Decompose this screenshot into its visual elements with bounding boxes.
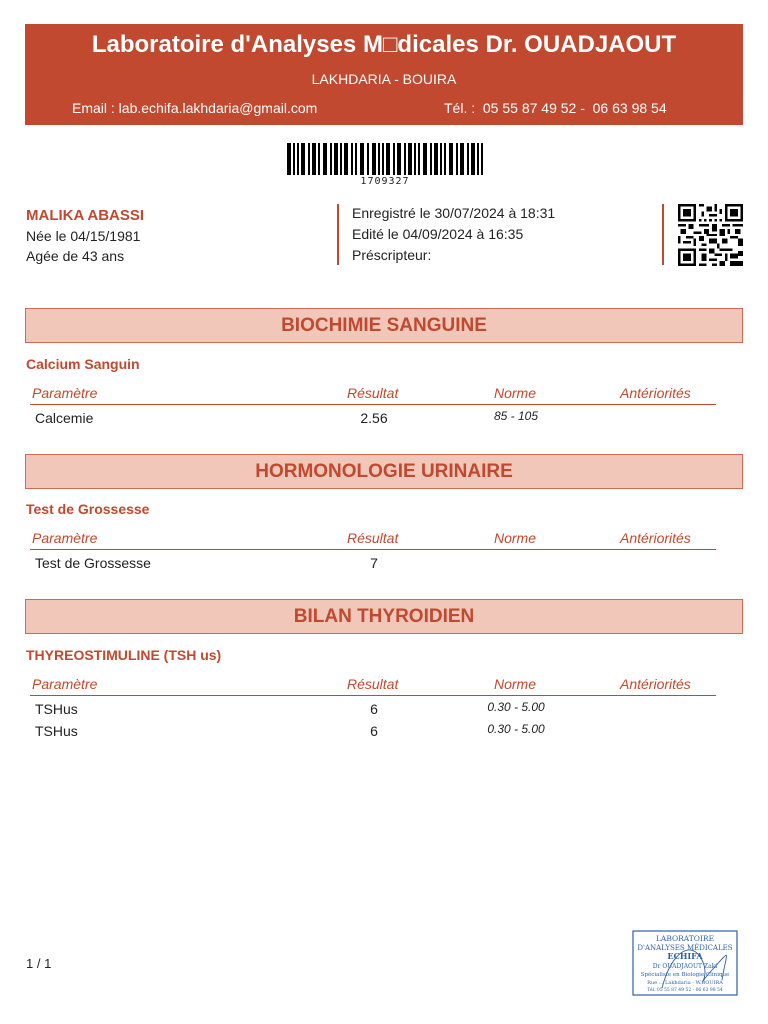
table-row: [30, 698, 716, 720]
header-result: Résultat: [347, 530, 399, 546]
header-result: Résultat: [347, 385, 399, 401]
row-value: 7: [370, 555, 378, 571]
row-value: 6: [370, 701, 378, 717]
svg-text:Dr OUADJAOUT Zaki: Dr OUADJAOUT Zaki: [652, 963, 718, 970]
row-param: Test de Grossesse: [35, 555, 151, 571]
header-prior: Antériorités: [620, 385, 691, 401]
header-prior: Antériorités: [620, 530, 691, 546]
registered-date: Enregistré le 30/07/2024 à 18:31: [352, 205, 556, 221]
lab-stamp-icon: [632, 930, 738, 996]
table-header: [30, 527, 716, 550]
header-norm: Norme: [494, 676, 537, 692]
svg-text:D'ANALYSES MÉDICALES: D'ANALYSES MÉDICALES: [637, 944, 733, 952]
row-norm: 0.30 - 5.00: [487, 722, 545, 736]
svg-text:Tél. 05 55 87 49 52 - 06 63 98: Tél. 05 55 87 49 52 - 06 63 98 54: [647, 988, 723, 993]
svg-text:LABORATOIRE: LABORATOIRE: [655, 934, 715, 943]
row-param: TSHus: [35, 701, 78, 717]
header-param: Paramètre: [32, 530, 98, 546]
barcode-number: 1709327: [360, 176, 410, 187]
qr-code-icon: [678, 204, 743, 266]
header-param: Paramètre: [32, 385, 98, 401]
table-row: [30, 552, 716, 574]
divider: [337, 204, 339, 265]
lab-header: [25, 24, 743, 125]
row-param: TSHus: [35, 723, 78, 739]
lab-city: LAKHDARIA - BOUIRA: [311, 71, 457, 87]
row-param: Calcemie: [35, 410, 94, 426]
table-row: [30, 720, 716, 742]
table-header: [30, 673, 716, 696]
row-norm: 85 - 105: [493, 409, 539, 423]
header-result: Résultat: [347, 676, 399, 692]
patient-name: MALIKA ABASSI: [26, 207, 145, 224]
prescriber: Préscripteur:: [352, 247, 432, 263]
edited-date: Edité le 04/09/2024 à 16:35: [352, 226, 524, 242]
lab-phone: Tél. : 05 55 87 49 52 - 06 63 98 54: [444, 100, 667, 116]
test-title-tsh: THYREOSTIMULINE (TSH us): [26, 647, 222, 663]
header-param: Paramètre: [32, 676, 98, 692]
record-info: [352, 203, 555, 266]
lab-email: Email : lab.echifa.lakhdaria@gmail.com: [72, 100, 318, 116]
row-value: 6: [370, 723, 378, 739]
barcode-icon: [287, 143, 483, 175]
test-title-calcium: Calcium Sanguin: [26, 356, 140, 372]
svg-text:Spécialiste en Biologie Cliniq: Spécialiste en Biologie Clinique: [640, 972, 730, 978]
test-title-grossesse: Test de Grossesse: [26, 501, 150, 517]
lab-title: Laboratoire d'Analyses M□dicales Dr. OUADJAOUT: [91, 31, 677, 58]
table-row: [30, 407, 716, 429]
header-norm: Norme: [494, 530, 537, 546]
patient-age: Agée de 43 ans: [26, 248, 125, 264]
svg-text:Rue ... Lakhdaria - W.BOUIRA: Rue ... Lakhdaria - W.BOUIRA: [647, 980, 723, 986]
section-title-hormonologie: HORMONOLOGIE URINAIRE: [25, 454, 743, 489]
section-title-biochimie: BIOCHIMIE SANGUINE: [25, 308, 743, 343]
section-title-thyroidien: BILAN THYROIDIEN: [25, 599, 743, 634]
header-prior: Antériorités: [620, 676, 691, 692]
svg-text:ECHIFA: ECHIFA: [667, 951, 703, 961]
patient-info: [26, 206, 144, 266]
row-norm: 0.30 - 5.00: [487, 700, 545, 714]
patient-birthdate: Née le 04/15/1981: [26, 228, 141, 244]
divider: [662, 204, 664, 265]
header-norm: Norme: [494, 385, 537, 401]
page-number: 1 / 1: [26, 956, 52, 971]
row-value: 2.56: [360, 410, 388, 426]
table-header: [30, 382, 716, 405]
